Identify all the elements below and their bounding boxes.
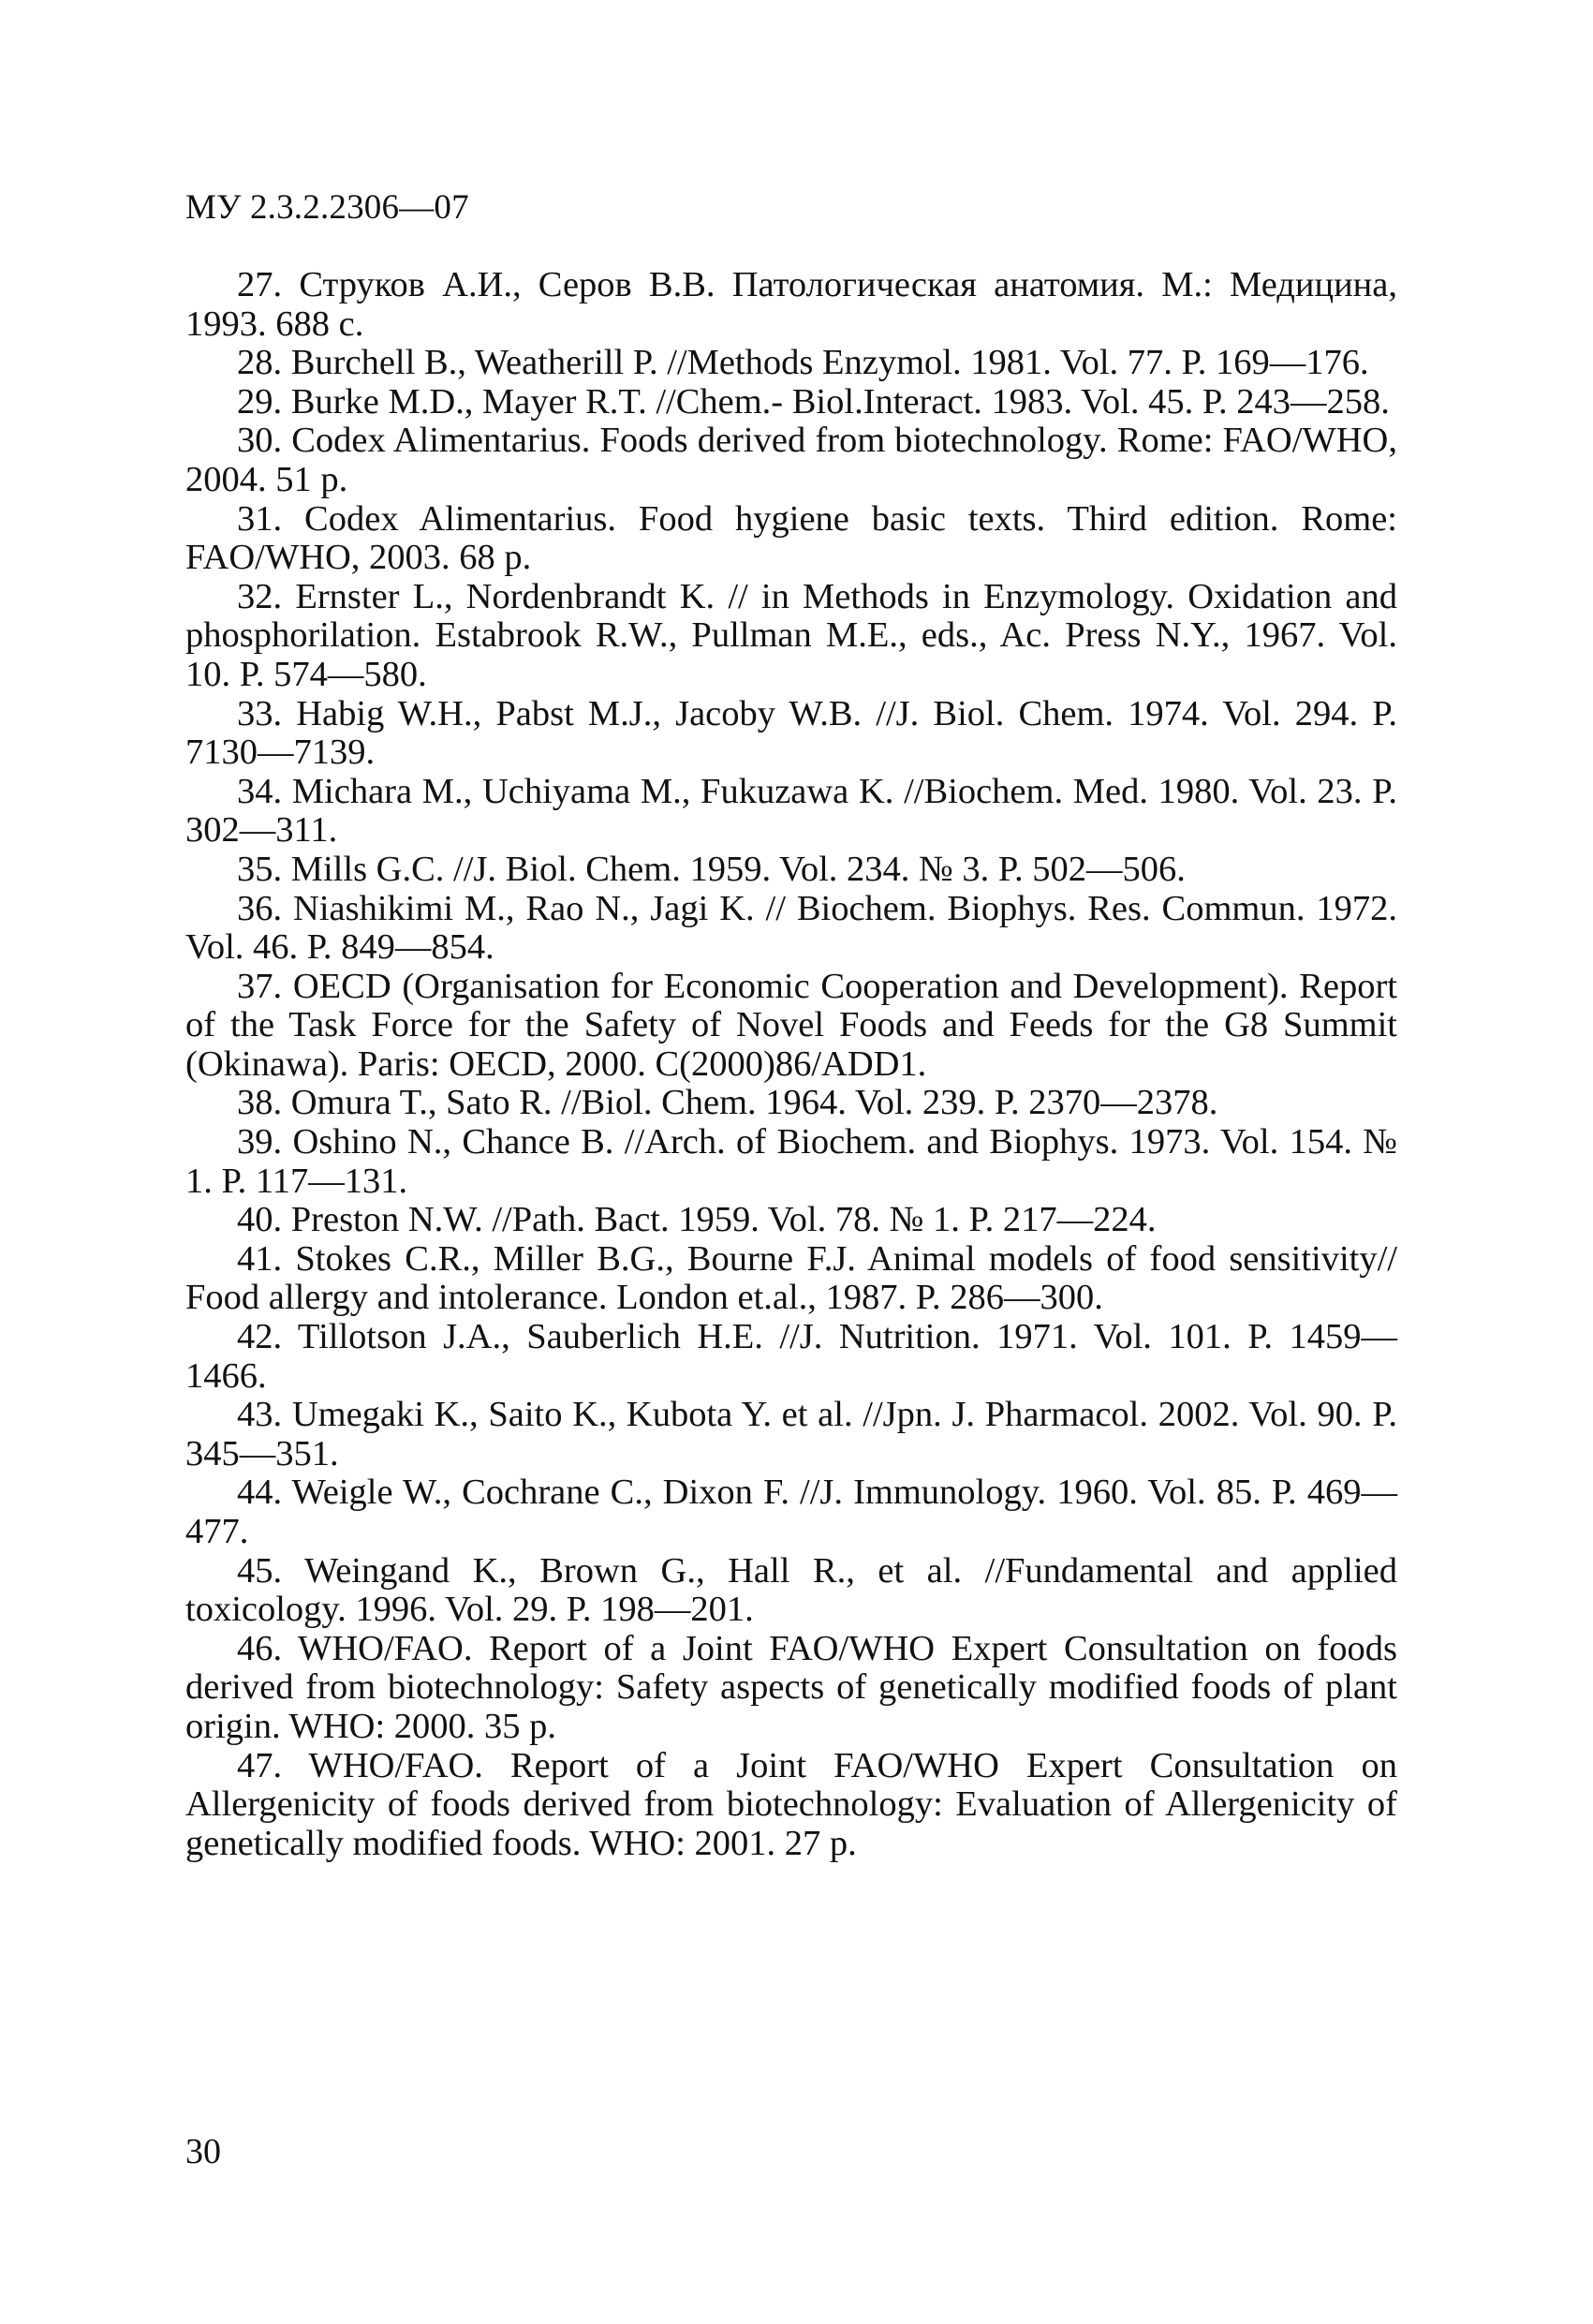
document-code-header: МУ 2.3.2.2306—07 <box>185 188 469 227</box>
reference-item: 37. OECD (Organisation for Economic Cooperation and Development). Report of the Task Force for the Safety of Novel Foods and Feeds for the G8 Summit (Okinawa). Paris: OECD, 2000. C(2000)86/ADD1. <box>185 966 1397 1084</box>
reference-item: 44. Weigle W., Cochrane C., Dixon F. //J. Immunology. 1960. Vol. 85. P. 469—477. <box>185 1473 1397 1551</box>
reference-item: 36. Niashikimi M., Rao N., Jagi K. // Biochem. Biophys. Res. Commun. 1972. Vol. 46. P. 849—854. <box>185 888 1397 968</box>
reference-item: 34. Michara M., Uchiyama M., Fukuzawa K. //Biochem. Med. 1980. Vol. 23. P. 302—311. <box>185 771 1397 851</box>
reference-item: 46. WHO/FAO. Report of a Joint FAO/WHO Expert Consultation on foods derived from biotechnology: Safety aspects of genetically modified foods of plant origin. WHO: 2000. 35 p. <box>185 1628 1397 1746</box>
reference-item: 29. Burke M.D., Mayer R.T. //Chem.- Biol.Interact. 1983. Vol. 45. P. 243—258. <box>237 381 1390 422</box>
reference-item: 38. Omura T., Sato R. //Biol. Chem. 1964. Vol. 239. P. 2370—2378. <box>237 1083 1218 1123</box>
reference-item: 30. Codex Alimentarius. Foods derived from biotechnology. Rome: FAO/WHO, 2004. 51 p. <box>185 421 1397 499</box>
reference-item: 47. WHO/FAO. Report of a Joint FAO/WHO Expert Consultation on Allergenicity of foods derived from biotechnology: Evaluation of Allergenicity of genetically modified foods. WHO: 2001. 27 p. <box>185 1745 1397 1863</box>
reference-item: 39. Oshino N., Chance B. //Arch. of Biochem. and Biophys. 1973. Vol. 154. № 1. P. 117—131. <box>185 1122 1397 1201</box>
reference-item: 41. Stokes C.R., Miller B.G., Bourne F.J. Animal models of food sensitivity// Food allergy and intolerance. London et.al., 1987. P. 286—300. <box>185 1238 1397 1318</box>
reference-item: 43. Umegaki K., Saito K., Kubota Y. et al. //Jpn. J. Pharmacol. 2002. Vol. 90. P. 345—351. <box>185 1395 1397 1473</box>
reference-item: 35. Mills G.C. //J. Biol. Chem. 1959. Vol. 234. № 3. P. 502—506. <box>237 849 1186 889</box>
reference-list <box>185 266 1397 1863</box>
reference-item: 42. Tillotson J.A., Sauberlich H.E. //J. Nutrition. 1971. Vol. 101. P. 1459—1466. <box>185 1317 1397 1396</box>
reference-item: 45. Weingand K., Brown G., Hall R., et al. //Fundamental and applied toxicology. 1996. Vol. 29. P. 198—201. <box>185 1550 1397 1630</box>
reference-item: 33. Habig W.H., Pabst M.J., Jacoby W.B. //J. Biol. Chem. 1974. Vol. 294. P. 7130—7139. <box>185 693 1397 773</box>
reference-item: 28. Burchell B., Weatherill P. //Methods Enzymol. 1981. Vol. 77. P. 169—176. <box>237 343 1369 383</box>
page-number: 30 <box>185 2132 221 2171</box>
reference-item: 40. Preston N.W. //Path. Bact. 1959. Vol. 78. № 1. P. 217—224. <box>237 1200 1157 1240</box>
reference-item: 31. Codex Alimentarius. Food hygiene basic texts. Third edition. Rome: FAO/WHO, 2003. 68 p. <box>185 498 1397 578</box>
reference-item: 32. Ernster L., Nordenbrandt K. // in Methods in Enzymology. Oxidation and phosphorilation. Estabrook R.W., Pullman M.E., eds., Ac. Press N.Y., 1967. Vol. 10. P. 574—580. <box>185 576 1397 694</box>
reference-item: 27. Струков А.И., Серов В.В. Патологическая анатомия. М.: Медицина, 1993. 688 с. <box>185 265 1397 344</box>
